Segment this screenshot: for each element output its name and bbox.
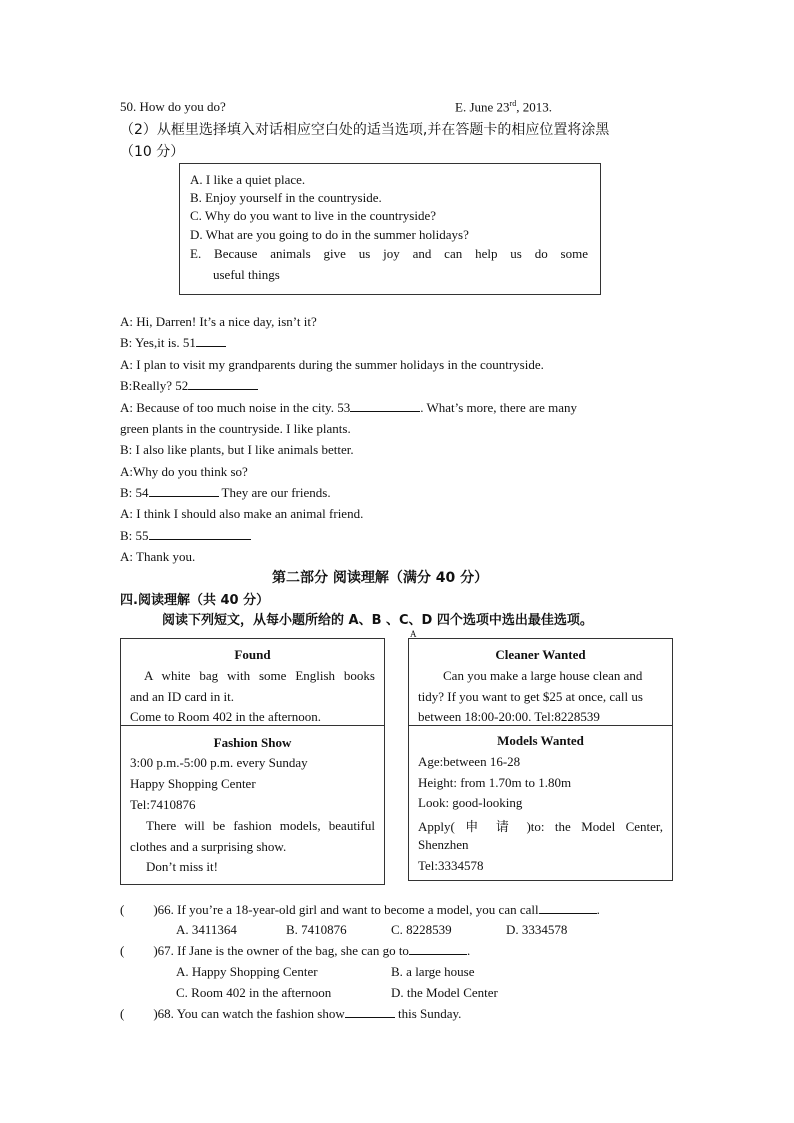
- question-68: [120, 1006, 461, 1022]
- answer-blank[interactable]: [149, 485, 219, 497]
- dialogue-line: [120, 485, 331, 501]
- fashion-line-5: clothes and a surprising show.: [130, 839, 287, 854]
- option-e-continued: useful things: [213, 267, 280, 282]
- options-box: [179, 163, 601, 295]
- found-line-1: A white bag with some English books: [144, 668, 375, 683]
- answer-paren: (: [120, 902, 125, 917]
- dialogue-text: B: 55: [120, 528, 149, 543]
- reading-instruction: 阅读下列短文，从每小题所给的 A、B 、C、D 四个选项中选出最佳选项。: [162, 613, 593, 628]
- question-66-stem: )66. If you’re a 18-year-old girl and want to become a model, you can call: [153, 902, 539, 917]
- dialogue-line: [120, 442, 354, 458]
- question-67-stem: )67. If Jane is the owner of the bag, she can go to: [153, 943, 409, 958]
- answer-paren: (: [120, 1006, 125, 1021]
- question-67: [120, 943, 470, 959]
- q67-option-b: B. a large house: [391, 964, 475, 979]
- answer-blank[interactable]: [350, 400, 420, 412]
- q67-option-d: D. the Model Center: [391, 985, 498, 1000]
- option-d: D. What are you going to do in the summer holidays?: [190, 227, 469, 242]
- option-e-suffix: , 2013.: [516, 99, 552, 115]
- fashion-line-4: There will be fashion models, beautiful: [146, 818, 375, 833]
- answer-blank[interactable]: [539, 902, 597, 914]
- question-67-end: .: [466, 943, 471, 958]
- part-two-heading: 第二部分 阅读理解（满分 40 分）: [272, 570, 489, 586]
- models-line-3: Look: good-looking: [418, 795, 523, 810]
- dialogue-text: B: I also like plants, but I like animals better.: [120, 442, 354, 457]
- instruction-line-1: （2）从框里选择填入对话相应空白处的适当选项,并在答题卡的相应位置将涂黑: [120, 122, 610, 138]
- question-66: [120, 902, 600, 918]
- section-heading: 四.阅读理解（共 40 分）: [120, 593, 270, 608]
- dialogue-text: B:Really? 52: [120, 378, 189, 393]
- dialogue-text: A: I plan to visit my grandparents during the summer holidays in the countryside.: [120, 357, 544, 372]
- instruction-line-2: （10 分）: [120, 144, 185, 160]
- dialogue-line: [120, 464, 248, 480]
- found-line-3: Come to Room 402 in the afternoon.: [130, 709, 322, 724]
- dialogue-text: B: Yes,it is. 51: [120, 335, 196, 350]
- answer-blank[interactable]: [196, 335, 226, 347]
- fashion-show-notice: [120, 725, 385, 885]
- models-line-4: Apply( 申 请 )to: the Model Center,: [418, 819, 663, 834]
- q67-option-c: C. Room 402 in the afternoon: [176, 985, 332, 1000]
- found-line-2: and an ID card in it.: [130, 689, 234, 704]
- dialogue-text: A:Why do you think so?: [120, 464, 248, 479]
- dialogue-line: [120, 357, 544, 373]
- q66-option-a: A. 3411364: [176, 922, 237, 937]
- dialogue-line: [120, 421, 351, 437]
- dialogue-text: A: Thank you.: [120, 549, 196, 564]
- option-e: E. Because animals give us joy and can help us do some: [190, 246, 588, 261]
- dialogue-text: A: Because of too much noise in the city. 53: [120, 400, 351, 415]
- q66-option-c: C. 8228539: [391, 922, 452, 937]
- answer-blank[interactable]: [345, 1006, 395, 1018]
- option-e-date: [455, 99, 552, 115]
- answer-blank[interactable]: [149, 528, 251, 540]
- models-line-1: Age:between 16-28: [418, 754, 521, 769]
- question-50: 50. How do you do?: [120, 99, 226, 114]
- answer-blank[interactable]: [409, 943, 467, 955]
- dialogue-text-after: . What’s more, there are many: [420, 400, 577, 415]
- answer-paren: (: [120, 943, 125, 958]
- found-title: Found: [234, 647, 271, 662]
- cleaner-notice: [408, 638, 673, 726]
- models-title: Models Wanted: [497, 733, 584, 748]
- option-b: B. Enjoy yourself in the countryside.: [190, 190, 382, 205]
- option-a: A. I like a quiet place.: [190, 172, 306, 187]
- fashion-line-1: 3:00 p.m.-5:00 p.m. every Sunday: [130, 755, 308, 770]
- option-e-superscript: rd: [509, 99, 517, 108]
- q66-option-b: B. 7410876: [286, 922, 347, 937]
- models-line-5: Shenzhen: [418, 837, 469, 852]
- cleaner-title: Cleaner Wanted: [495, 647, 586, 662]
- models-line-6: Tel:3334578: [418, 858, 484, 873]
- cleaner-line-3: between 18:00-20:00. Tel:8228539: [418, 709, 600, 724]
- models-line-2: Height: from 1.70m to 1.80m: [418, 775, 572, 790]
- q67-option-a: A. Happy Shopping Center: [176, 964, 318, 979]
- dialogue-line: [120, 335, 226, 351]
- dialogue-text: A: I think I should also make an animal friend.: [120, 506, 364, 521]
- question-66-end: .: [596, 902, 600, 917]
- fashion-line-3: Tel:7410876: [130, 797, 196, 812]
- q66-option-d: D. 3334578: [506, 922, 568, 937]
- found-notice: [120, 638, 385, 726]
- dialogue-line: [120, 506, 363, 522]
- dialogue-line: [120, 378, 258, 394]
- option-e-text: E. June 23: [455, 99, 510, 115]
- fashion-line-6: Don’t miss it!: [146, 859, 218, 874]
- dialogue-line: [120, 400, 671, 416]
- models-wanted-notice: [408, 725, 673, 881]
- dialogue-text-after: They are our friends.: [218, 485, 331, 500]
- option-c: C. Why do you want to live in the countryside?: [190, 208, 436, 223]
- fashion-title: Fashion Show: [213, 735, 292, 750]
- cleaner-line-1: Can you make a large house clean and: [443, 668, 643, 683]
- fashion-line-2: Happy Shopping Center: [130, 776, 256, 791]
- question-68-end: this Sunday.: [394, 1006, 462, 1021]
- answer-blank[interactable]: [188, 378, 258, 390]
- cleaner-line-2: tidy? If you want to get $25 at once, call us: [418, 689, 643, 704]
- question-68-stem: )68. You can watch the fashion show: [153, 1006, 345, 1021]
- dialogue-line: [120, 549, 195, 565]
- dialogue-text: A: Hi, Darren! It’s a nice day, isn’t it?: [120, 314, 317, 329]
- dialogue-text: green plants in the countryside. I like plants.: [120, 421, 351, 436]
- dialogue-line: [120, 314, 317, 330]
- passage-mark: A: [410, 629, 417, 639]
- dialogue-line: [120, 528, 251, 544]
- dialogue-text: B: 54: [120, 485, 149, 500]
